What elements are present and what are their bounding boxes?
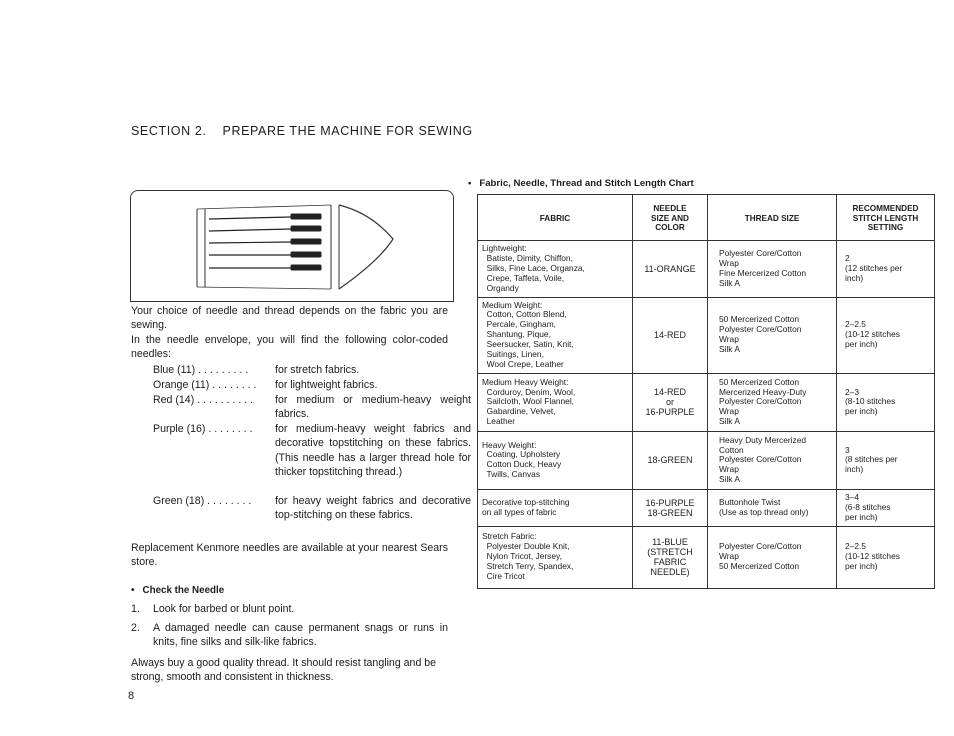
item-text: A damaged needle can cause permanent snags or runs in knits, fine silks and silk-like fabrics. xyxy=(153,622,448,649)
needle-envelope-illustration xyxy=(130,190,454,302)
thread-note: Always buy a good quality thread. It should resist tangling and be strong, smooth and consistent in thickness. xyxy=(131,657,437,684)
needles-icon xyxy=(131,191,453,301)
cell-stitch: 2–2.5 (10-12 stitches per inch) xyxy=(837,297,935,373)
chart-header-row xyxy=(478,195,935,241)
cell-thread: 50 Mercerized Cotton Mercerized Heavy-Duty Polyester Core/Cotton Wrap Silk A xyxy=(708,373,837,431)
table-row xyxy=(478,241,935,298)
cell-stitch: 2 (12 stitches per inch) xyxy=(837,241,935,298)
legend-label: Orange (11) . . . . . . . . xyxy=(153,379,257,391)
cell-thread: Buttonhole Twist (Use as top thread only) xyxy=(708,489,837,526)
legend-desc: for medium-heavy weight fabrics and decorative topstitching on these fabrics. (This needle has a larger thread hole for thicker topstitching thread.) xyxy=(275,423,471,478)
cell-fabric: Medium Weight: Cotton, Cotton Blend, Percale, Gingham, Shantung, Pique, Seersucker, Satin, Knit, Suitings, Linen, Wool Crepe, Leather xyxy=(478,297,633,373)
chart-title: • Fabric, Needle, Thread and Stitch Length Chart xyxy=(468,178,694,189)
cell-fabric: Lightweight: Batiste, Dimity, Chiffon, Silks, Fine Lace, Organza, Crepe, Taffeta, Voile, Organdy xyxy=(478,241,633,298)
item-text: Look for barbed or blunt point. xyxy=(153,603,295,615)
header-stitch: RECOMMENDED STITCH LENGTH SETTING xyxy=(837,195,935,241)
legend-desc: for heavy weight fabrics and decorative top-stitching on these fabrics. xyxy=(275,495,471,522)
check-needle-heading: • Check the Needle xyxy=(131,584,224,598)
cell-stitch: 3–4 (6-8 stitches per inch) xyxy=(837,489,935,526)
cell-needle: 11-ORANGE xyxy=(633,241,708,298)
item-number: 1. xyxy=(131,603,140,615)
header-fabric: FABRIC xyxy=(478,195,633,241)
section-number: SECTION 2. xyxy=(131,124,207,138)
cell-stitch: 2–3 (8-10 stitches per inch) xyxy=(837,373,935,431)
header-thread: THREAD SIZE xyxy=(708,195,837,241)
page-number: 8 xyxy=(128,690,135,702)
legend-label: Blue (11) . . . . . . . . . xyxy=(153,364,249,376)
cell-fabric: Decorative top-stitching on all types of fabric xyxy=(478,489,633,526)
cell-fabric: Stretch Fabric: Polyester Double Knit, Nylon Tricot, Jersey, Stretch Terry, Spandex, Cire Tricot xyxy=(478,526,633,588)
section-heading xyxy=(131,124,473,138)
legend-desc: for stretch fabrics. xyxy=(275,364,360,376)
cell-fabric: Heavy Weight: Coating, Upholstery Cotton Duck, Heavy Twills, Canvas xyxy=(478,431,633,489)
intro-paragraph-2: In the needle envelope, you will find the following color-coded needles: xyxy=(131,334,448,361)
table-row xyxy=(478,489,935,526)
cell-fabric: Medium Heavy Weight: Corduroy, Denim, Wool, Sailcloth, Wool Flannel, Gabardine, Velvet, Leather xyxy=(478,373,633,431)
replacement-note: Replacement Kenmore needles are available at your nearest Sears store. xyxy=(131,542,448,569)
fabric-needle-thread-chart xyxy=(477,194,935,589)
legend-label: Purple (16) . . . . . . . . xyxy=(153,423,253,435)
cell-needle: 14-RED or 16-PURPLE xyxy=(633,373,708,431)
item-number: 2. xyxy=(131,622,140,634)
cell-thread: Polyester Core/Cotton Wrap 50 Mercerized Cotton xyxy=(708,526,837,588)
table-row xyxy=(478,526,935,588)
cell-needle: 14-RED xyxy=(633,297,708,373)
legend-label: Red (14) . . . . . . . . . . xyxy=(153,394,254,406)
section-title: PREPARE THE MACHINE FOR SEWING xyxy=(222,124,473,138)
table-row xyxy=(478,297,935,373)
legend-desc: for lightweight fabrics. xyxy=(275,379,378,391)
cell-stitch: 3 (8 stitches per inch) xyxy=(837,431,935,489)
legend-label: Green (18) . . . . . . . . xyxy=(153,495,252,507)
cell-thread: Heavy Duty Mercerized Cotton Polyester Core/Cotton Wrap Silk A xyxy=(708,431,837,489)
cell-needle: 16-PURPLE 18-GREEN xyxy=(633,489,708,526)
cell-stitch: 2–2.5 (10-12 stitches per inch) xyxy=(837,526,935,588)
table-row xyxy=(478,373,935,431)
table-row xyxy=(478,431,935,489)
cell-needle: 18-GREEN xyxy=(633,431,708,489)
cell-thread: Polyester Core/Cotton Wrap Fine Mercerized Cotton Silk A xyxy=(708,241,837,298)
header-needle: NEEDLE SIZE AND COLOR xyxy=(633,195,708,241)
legend-desc: for medium or medium-heavy weight fabrics. xyxy=(275,394,471,421)
cell-needle: 11-BLUE (STRETCH FABRIC NEEDLE) xyxy=(633,526,708,588)
intro-paragraph-1: Your choice of needle and thread depends on the fabric you are sewing. xyxy=(131,305,448,332)
cell-thread: 50 Mercerized Cotton Polyester Core/Cotton Wrap Silk A xyxy=(708,297,837,373)
